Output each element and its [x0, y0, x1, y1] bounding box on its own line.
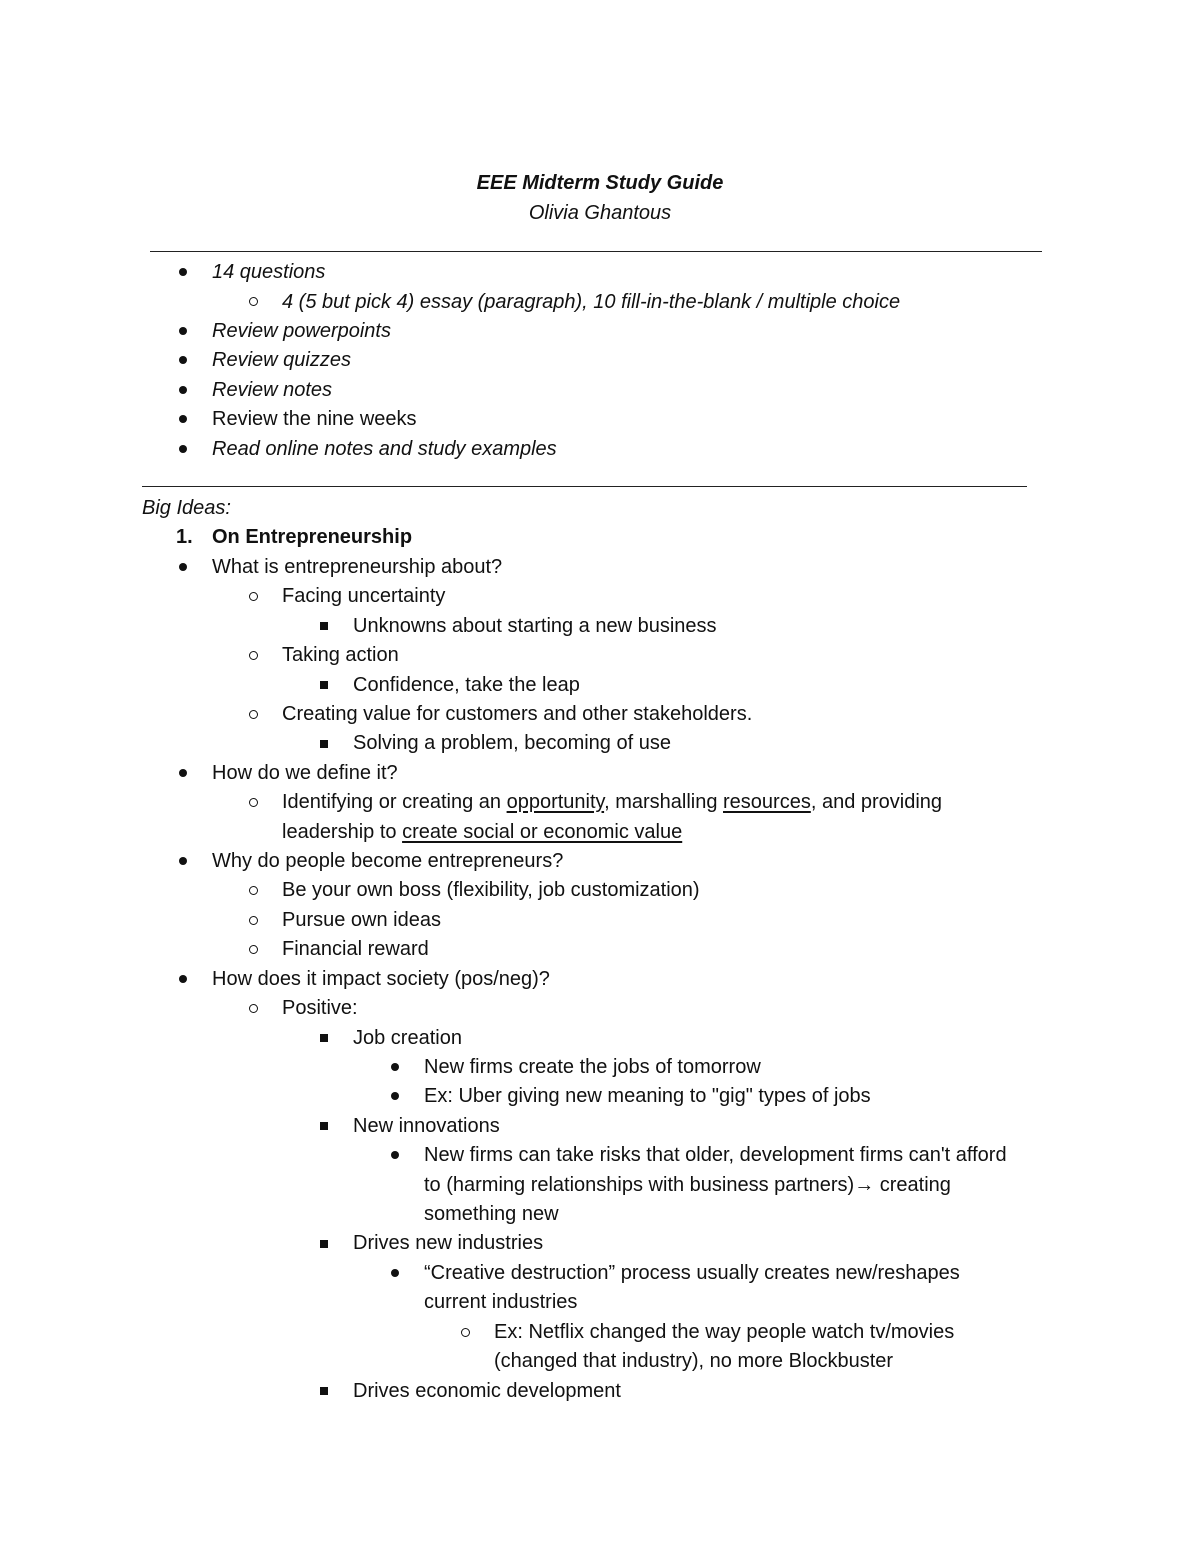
definition-value: create social or economic value: [402, 821, 683, 843]
outline-item: How does it impact society (pos/neg)?: [212, 968, 550, 990]
bullet-circle: [249, 945, 258, 954]
outline-level4-item-cont: something new: [424, 1203, 559, 1225]
outline-subitem: Taking action: [282, 644, 399, 666]
outline-subitem: Positive:: [282, 997, 358, 1019]
exam-info-item: Review quizzes: [212, 349, 351, 371]
definition-text: Identifying or creating an: [282, 791, 507, 813]
exam-info-item: Review powerpoints: [212, 320, 391, 342]
bullet-circle: [249, 592, 258, 601]
big-ideas-label: Big Ideas:: [142, 497, 231, 519]
bullet-circle: [249, 710, 258, 719]
divider-top: [150, 251, 1042, 252]
outline-subitem: Pursue own ideas: [282, 909, 441, 931]
outline-item: What is entrepreneurship about?: [212, 556, 503, 578]
bullet-circle: [249, 798, 258, 807]
outline-level4-item-cont: to (harming relationships with business partners)→ creating: [424, 1174, 951, 1196]
document-author: Olivia Ghantous: [528, 202, 672, 224]
definition-text: , and providing: [810, 791, 943, 813]
bullet-circle: [249, 651, 258, 660]
bullet-dot: [391, 1092, 399, 1100]
bullet-square: [320, 1240, 328, 1248]
bullet-square: [320, 622, 328, 630]
bullet-circle: [249, 916, 258, 925]
outline-level5-item-cont: (changed that industry), no more Blockbuster: [494, 1350, 894, 1372]
bullet-dot: [391, 1269, 399, 1277]
outline-level5-item: Ex: Netflix changed the way people watch tv/movies: [494, 1321, 955, 1343]
outline-subsubitem: New innovations: [353, 1115, 500, 1137]
outline-item: How do we define it?: [212, 762, 398, 784]
section-heading: On Entrepreneurship: [212, 526, 413, 548]
bullet-dot: [179, 769, 187, 777]
bullet-dot: [179, 268, 187, 276]
bullet-square: [320, 1387, 328, 1395]
bullet-dot: [179, 975, 187, 983]
definition-text: , marshalling: [604, 791, 724, 813]
exam-info-item: Review notes: [212, 379, 333, 401]
bullet-dot: [179, 415, 187, 423]
outline-level4-item: Ex: Uber giving new meaning to "gig" types of jobs: [424, 1085, 871, 1107]
bullet-square: [320, 1034, 328, 1042]
definition-opportunity: opportunity: [506, 791, 605, 813]
outline-subsubitem: Drives economic development: [353, 1380, 621, 1402]
definition-resources: resources: [723, 791, 811, 813]
exam-info-item: Review the nine weeks: [212, 408, 417, 430]
outline-subitem: Be your own boss (flexibility, job customization): [282, 879, 700, 901]
outline-item: Why do people become entrepreneurs?: [212, 850, 564, 872]
bullet-square: [320, 740, 328, 748]
definition-line-2: [282, 820, 682, 844]
bullet-square: [320, 681, 328, 689]
exam-info-item: 14 questions: [212, 261, 326, 283]
outline-level4-item: New firms can take risks that older, development firms can't afford: [424, 1144, 1007, 1166]
definition-line-1: [282, 790, 942, 814]
document-title: EEE Midterm Study Guide: [476, 172, 724, 194]
bullet-dot: [179, 445, 187, 453]
bullet-dot: [179, 386, 187, 394]
outline-level4-item: New firms create the jobs of tomorrow: [424, 1056, 761, 1078]
divider-middle: [142, 486, 1027, 487]
bullet-circle: [249, 297, 258, 306]
bullet-dot: [391, 1151, 399, 1159]
outline-level4-item-cont: current industries: [424, 1291, 578, 1313]
outline-level4-item: “Creative destruction” process usually creates new/reshapes: [424, 1262, 960, 1284]
bullet-square: [320, 1122, 328, 1130]
outline-subsubitem: Unknowns about starting a new business: [353, 615, 717, 637]
outline-subitem: Creating value for customers and other stakeholders.: [282, 703, 753, 725]
exam-info-item: Read online notes and study examples: [212, 438, 557, 460]
bullet-circle: [461, 1328, 470, 1337]
outline-subsubitem: Job creation: [353, 1027, 462, 1049]
outline-subitem: Financial reward: [282, 938, 429, 960]
bullet-dot: [179, 857, 187, 865]
bullet-dot: [179, 356, 187, 364]
outline-subsubitem: Drives new industries: [353, 1232, 544, 1254]
outline-subitem: Facing uncertainty: [282, 585, 446, 607]
exam-info-subitem: 4 (5 but pick 4) essay (paragraph), 10 fill-in-the-blank / multiple choice: [282, 291, 901, 313]
bullet-dot: [179, 327, 187, 335]
section-number: 1.: [176, 526, 193, 548]
bullet-circle: [249, 1004, 258, 1013]
definition-text: leadership to: [282, 821, 403, 843]
bullet-circle: [249, 886, 258, 895]
bullet-dot: [391, 1063, 399, 1071]
bullet-dot: [179, 563, 187, 571]
outline-subsubitem: Confidence, take the leap: [353, 674, 580, 696]
outline-subsubitem: Solving a problem, becoming of use: [353, 732, 671, 754]
